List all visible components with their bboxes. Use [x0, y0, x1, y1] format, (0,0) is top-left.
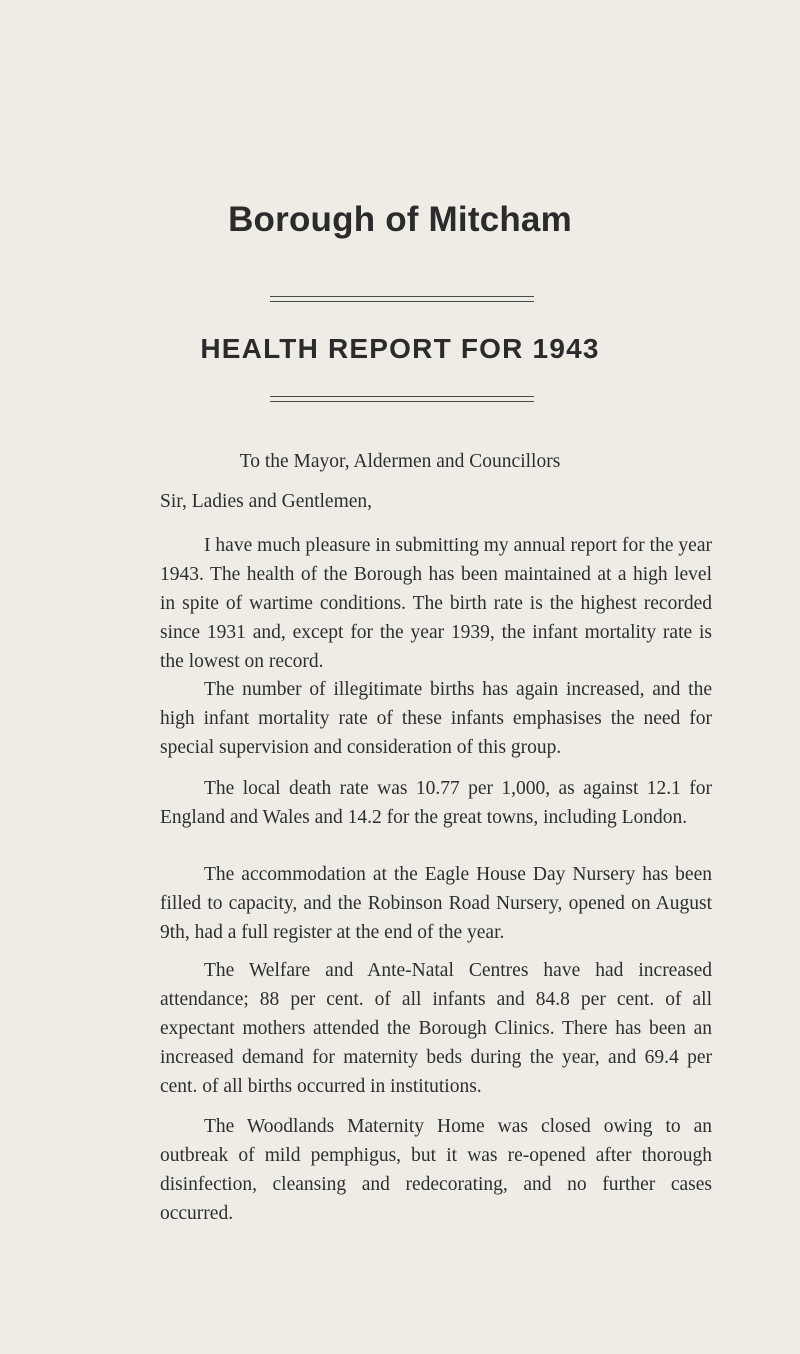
document-title: Borough of Mitcham: [228, 200, 572, 239]
paragraph: I have much pleasure in submitting my annual report for the year 1943. The health of the Borough has been maintained at a high level in spite of wartime conditions. The birth rate is the highest recorded since 1931 and, except for the year 1939, the infant mortality rate is the lowest on record.: [160, 535, 712, 672]
paragraph: The Welfare and Ante-Natal Centres have had increased attendance; 88 per cent. of all infants and 84.8 per cent. of all expectant mothers attended the Borough Clinics. There has been an increased demand for maternity beds during the year, and 69.4 per cent. of all births occurred in institutions.: [160, 960, 712, 1097]
paragraph: The local death rate was 10.77 per 1,000, as against 12.1 for England and Wales and 14.2 for the great towns, including London.: [160, 778, 712, 828]
paragraph: The accommodation at the Eagle House Day Nursery has been filled to capacity, and the Robinson Road Nursery, opened on August 9th, had a full register at the end of the year.: [160, 864, 712, 943]
greeting-line: Sir, Ladies and Gentlemen,: [160, 491, 373, 512]
paragraph: The Woodlands Maternity Home was closed owing to an outbreak of mild pemphigus, but it was re-opened after thorough disinfection, cleansing and redecorating, and no further cases occurred.: [160, 1116, 712, 1224]
report-heading: HEALTH REPORT FOR 1943: [200, 333, 600, 364]
addressee-line: To the Mayor, Aldermen and Councillors: [239, 451, 561, 472]
double-rule-divider: [270, 396, 534, 402]
double-rule-divider: [270, 296, 534, 302]
paragraph: The number of illegitimate births has again increased, and the high infant mortality rate of these infants emphasises the need for special supervision and consideration of this group.: [160, 679, 712, 758]
